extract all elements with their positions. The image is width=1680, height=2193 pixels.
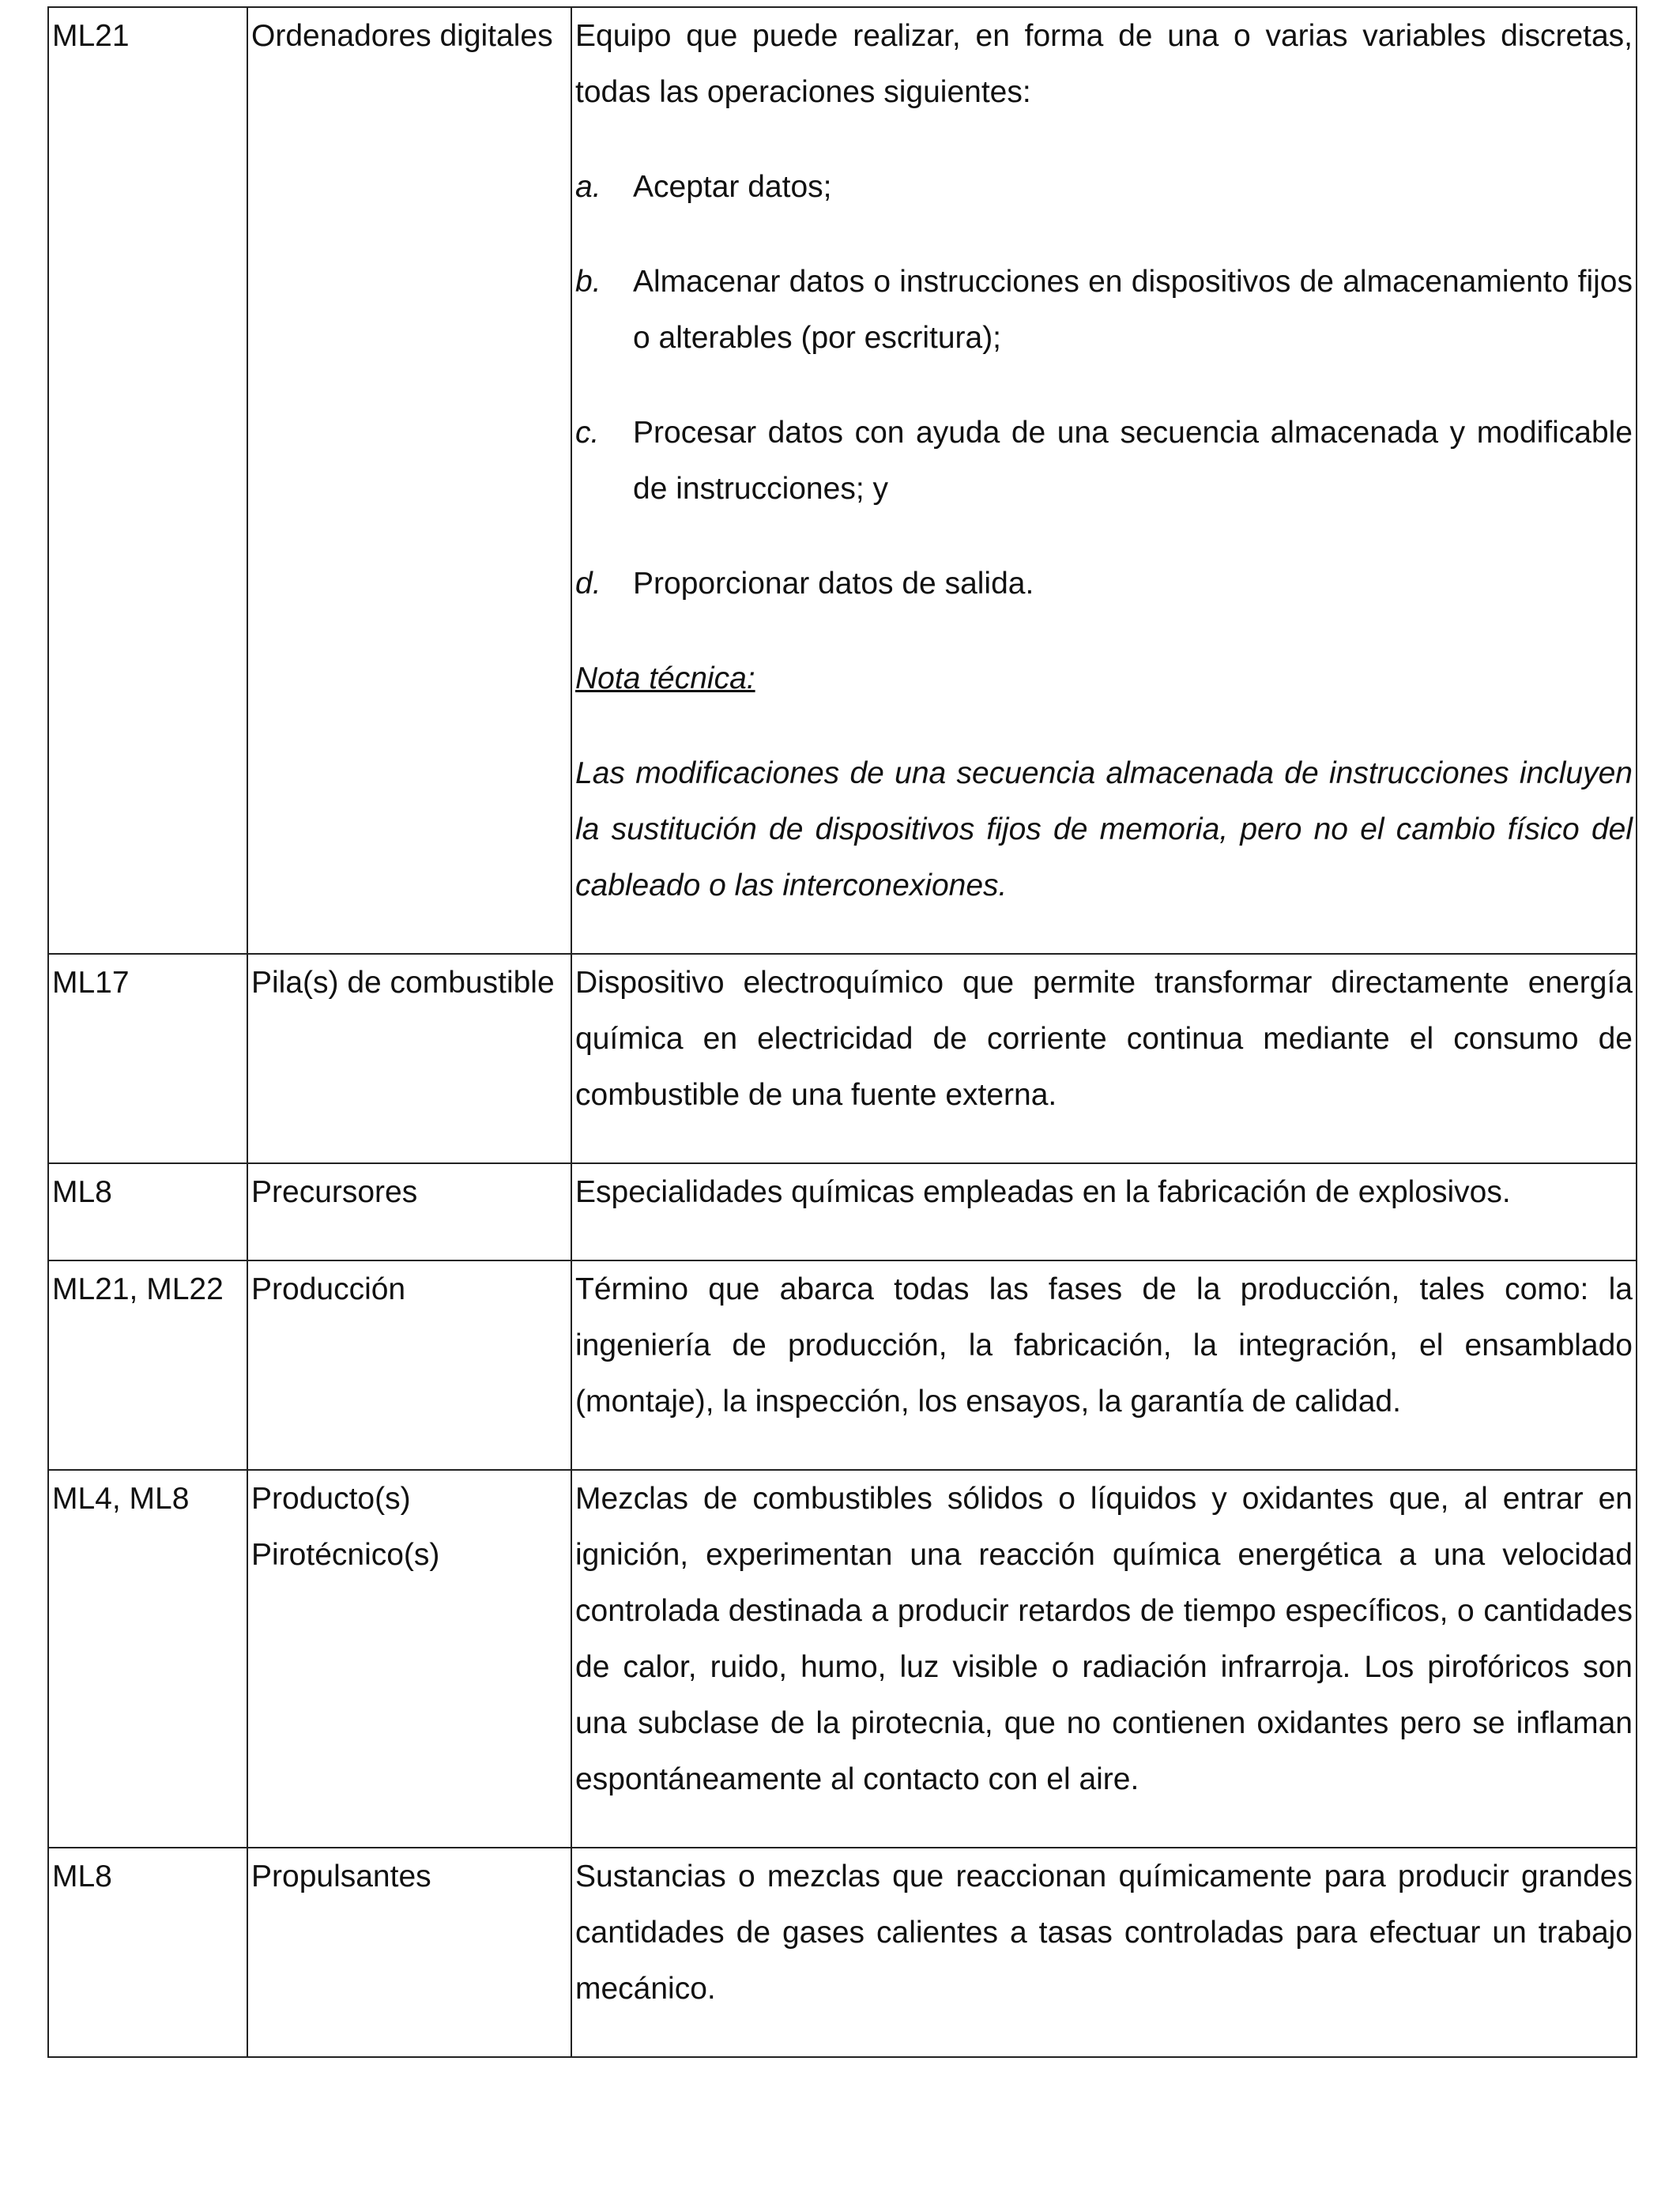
definitions-table	[47, 6, 1637, 2058]
term-cell: Ordenadores digitales	[247, 7, 571, 954]
technical-note-title: Nota técnica:	[575, 661, 755, 695]
code-cell: ML21, ML22	[48, 1260, 247, 1470]
definition-cell: Mezclas de combustibles sólidos o líquidos y oxidantes que, al entrar en ignición, experimentan una reacción química energética a una velocidad controlada destinada a producir retardos de tiempo específicos, o cantidades de calor, ruido, humo, luz visible o radiación infrarroja. Los pirofóricos son una subclase de la pirotecnia, que no contienen oxidantes pero se inflaman espontáneamente al contacto con el aire.	[571, 1470, 1637, 1848]
list-item-text: Aceptar datos;	[633, 170, 832, 204]
table-row	[48, 1163, 1637, 1260]
code-cell: ML17	[48, 954, 247, 1163]
term-cell: Pila(s) de combustible	[247, 954, 571, 1163]
term-cell: Precursores	[247, 1163, 571, 1260]
list-item-text: Procesar datos con ayuda de una secuencia almacenada y modificable de instrucciones; y	[633, 416, 1633, 506]
term-cell: Producción	[247, 1260, 571, 1470]
list-item	[575, 254, 1633, 366]
definition-cell: Término que abarca todas las fases de la producción, tales como: la ingeniería de producción, la fabricación, la integración, el ensamblado (montaje), la inspección, los ensayos, la garantía de calidad.	[571, 1260, 1637, 1470]
definition-intro: Equipo que puede realizar, en forma de una o varias variables discretas, todas las operaciones siguientes:	[575, 19, 1633, 109]
code-cell: ML8	[48, 1163, 247, 1260]
table-row	[48, 1848, 1637, 2057]
definition-cell: Especialidades químicas empleadas en la fabricación de explosivos.	[571, 1163, 1637, 1260]
term-line: Producto(s)	[251, 1482, 411, 1516]
list-marker: d.	[575, 567, 601, 601]
term-line: Pirotécnico(s)	[251, 1538, 440, 1572]
list-item-text: Almacenar datos o instrucciones en dispositivos de almacenamiento fijos o alterables (por escritura);	[633, 265, 1633, 355]
term-cell	[247, 1470, 571, 1848]
definition-cell: Sustancias o mezclas que reaccionan químicamente para producir grandes cantidades de gases calientes a tasas controladas para efectuar un trabajo mecánico.	[571, 1848, 1637, 2057]
table-row	[48, 7, 1637, 954]
list-item	[575, 405, 1633, 517]
list-marker: b.	[575, 265, 601, 299]
term-cell: Propulsantes	[247, 1848, 571, 2057]
code-cell: ML8	[48, 1848, 247, 2057]
table-row	[48, 954, 1637, 1163]
definition-cell	[571, 7, 1637, 954]
table-row	[48, 1260, 1637, 1470]
code-cell: ML21	[48, 7, 247, 954]
list-marker: a.	[575, 170, 601, 204]
table-row	[48, 1470, 1637, 1848]
definition-cell: Dispositivo electroquímico que permite transformar directamente energía química en electricidad de corriente continua mediante el consumo de combustible de una fuente externa.	[571, 954, 1637, 1163]
list-item	[575, 556, 1633, 612]
list-item	[575, 159, 1633, 215]
list-item-text: Proporcionar datos de salida.	[633, 567, 1034, 601]
code-cell: ML4, ML8	[48, 1470, 247, 1848]
list-marker: c.	[575, 416, 600, 450]
technical-note-text: Las modificaciones de una secuencia almacenada de instrucciones incluyen la sustitución de dispositivos fijos de memoria, pero no el cambio físico del cableado o las interconexiones.	[575, 756, 1633, 902]
